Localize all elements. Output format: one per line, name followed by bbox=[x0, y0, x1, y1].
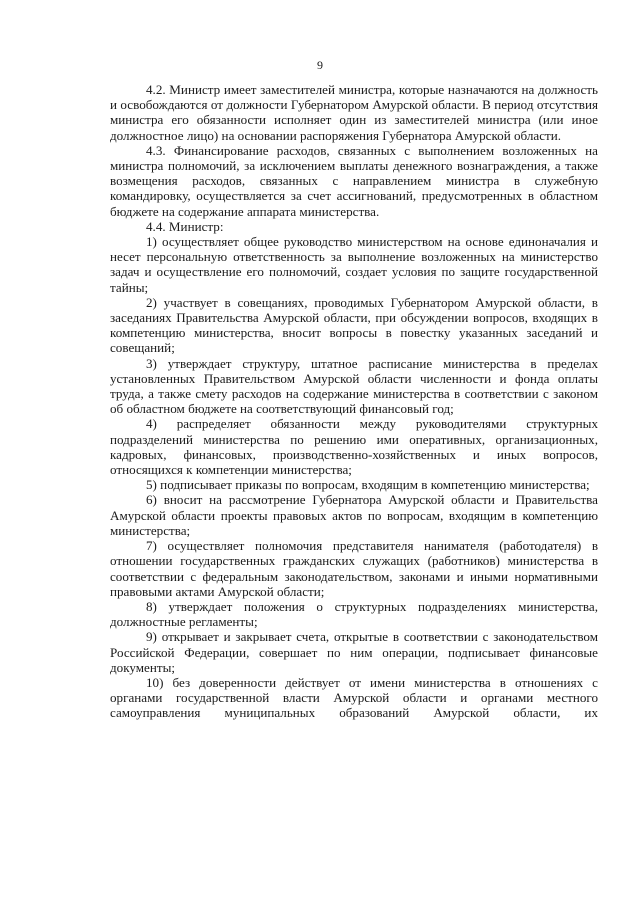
list-item-1: 1) осуществляет общее руководство министерством на основе единоначалия и несет персональную ответственность за выполнение возложенных на министерство задач и осуществление его полномочий, создает условия по защите государственной тайны; bbox=[110, 234, 598, 295]
list-item-2: 2) участвует в совещаниях, проводимых Губернатором Амурской области, в заседаниях Правительства Амурской области, при обсуждении вопросов, входящих в компетенцию министерства, вносит вопросы в повестку указанных заседаний и совещаний; bbox=[110, 294, 598, 356]
list-item-5: 5) подписывает приказы по вопросам, входящим в компетенцию министерства; bbox=[146, 477, 590, 493]
list-item-6: 6) вносит на рассмотрение Губернатора Амурской области и Правительства Амурской области проекты правовых актов по вопросам, входящим в компетенцию министерства; bbox=[110, 492, 598, 538]
paragraph-4-3: 4.3. Финансирование расходов, связанных с выполнением возложенных на министра полномочий, за исключением выплаты денежного вознаграждения, а также возмещения расходов, связанных с направлением министра в служебную командировку, осуществляется за счет ассигнований, предусмотренных в областном бюджете на содержание аппарата министерства. bbox=[110, 142, 598, 219]
paragraph-4-2: 4.2. Министр имеет заместителей министра, которые назначаются на должность и освобождаются от должности Губернатором Амурской области. В период отсутствия министра его обязанности исполняет один из заместителей министра (или иное должностное лицо) на основании распоряжения Губернатора Амурской области. bbox=[110, 82, 598, 143]
list-item-3: 3) утверждает структуру, штатное расписание министерства в пределах установленных Правительством Амурской области численности и фонда оплаты труда, а также смету расходов на содержание министерства в соответствии с законом об областном бюджете на соответствующий финансовый год; bbox=[110, 355, 598, 417]
page-number: 9 bbox=[317, 58, 323, 72]
list-item-9: 9) открывает и закрывает счета, открытые в соответствии с законодательством Российской Федерации, совершает по ним операции, подписывает финансовые документы; bbox=[110, 629, 598, 675]
list-item-10: 10) без доверенности действует от имени министерства в отношениях с органами государственной власти Амурской области и органами местного самоуправления муниципальных образований Амурской области, их bbox=[110, 674, 598, 721]
list-item-8: 8) утверждает положения о структурных подразделениях министерства, должностные регламенты; bbox=[110, 598, 598, 630]
document-body bbox=[110, 82, 598, 721]
list-item-4: 4) распределяет обязанности между руководителями структурных подразделений министерства по решению ими оперативных, организационных, кадровых, финансовых, производственно-хозяйственных и иных вопросов, относящихся к компетенции министерства; bbox=[110, 416, 598, 478]
list-item-7: 7) осуществляет полномочия представителя нанимателя (работодателя) в отношении государственных гражданских служащих (работников) министерства в соответствии с федеральным законодательством, законами и иными нормативными правовыми актами Амурской области; bbox=[110, 538, 598, 599]
paragraph-4-4: 4.4. Министр: bbox=[146, 218, 224, 234]
